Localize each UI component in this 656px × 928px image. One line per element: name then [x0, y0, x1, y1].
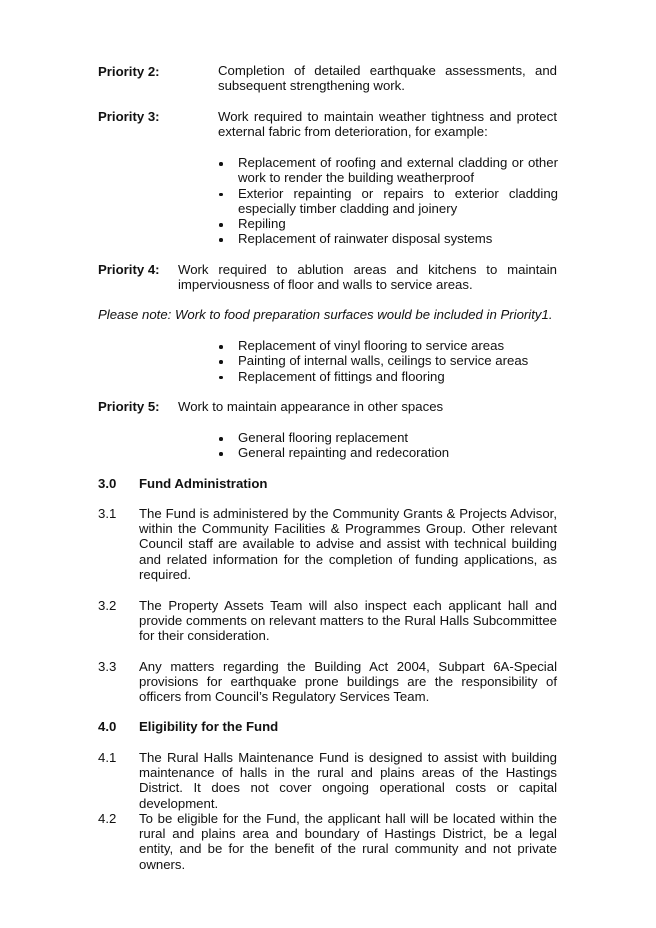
priority-4-note: Please note: Work to food preparation surfaces would be included in Priority1. — [98, 307, 553, 322]
paragraph-3-2-number: 3.2 — [98, 598, 117, 613]
section-4-title: Eligibility for the Fund — [139, 719, 279, 734]
list-item: General flooring replacement — [218, 430, 558, 445]
priority-5-text: Work to maintain appearance in other spaces — [178, 399, 444, 414]
priority-4-bullet-list — [218, 338, 558, 384]
priority-3-text: Work required to maintain weather tightness and protect external fabric from deterioration, for example: — [218, 109, 557, 140]
priority-3-label: Priority 3: — [98, 109, 160, 124]
priority-2-text: Completion of detailed earthquake assessments, and subsequent strengthening work. — [218, 63, 557, 94]
section-3-number: 3.0 — [98, 476, 117, 491]
priority-5-label: Priority 5: — [98, 399, 160, 414]
paragraph-4-1-text: The Rural Halls Maintenance Fund is designed to assist with building maintenance of halls in the rural and plains areas of the Hastings District. It does not cover ongoing operational costs or capital development. — [139, 750, 557, 811]
list-item: General repainting and redecoration — [218, 445, 558, 460]
section-3-title: Fund Administration — [139, 476, 268, 491]
priority-4-text: Work required to ablution areas and kitchens to maintain imperviousness of floor and walls to service areas. — [178, 262, 557, 293]
priority-2-label: Priority 2: — [98, 64, 160, 79]
list-item: Painting of internal walls, ceilings to service areas — [218, 353, 558, 368]
paragraph-3-3-number: 3.3 — [98, 659, 117, 674]
section-4-number: 4.0 — [98, 719, 117, 734]
list-item: Replacement of vinyl flooring to service areas — [218, 338, 558, 353]
list-item: Replacement of rainwater disposal systems — [218, 231, 558, 246]
paragraph-3-3-text: Any matters regarding the Building Act 2004, Subpart 6A-Special provisions for earthquake prone buildings are the responsibility of officers from Council’s Regulatory Services Team. — [139, 659, 557, 705]
list-item: Exterior repainting or repairs to exterior cladding especially timber cladding and joinery — [218, 186, 558, 217]
priority-5-bullet-list — [218, 430, 558, 461]
priority-4-label: Priority 4: — [98, 262, 160, 277]
paragraph-4-1-number: 4.1 — [98, 750, 117, 765]
paragraph-3-1-text: The Fund is administered by the Community Grants & Projects Advisor, within the Community Facilities & Programmes Group. Other relevant Council staff are available to advise and assist with technical building and related information for the completion of funding applications, as required. — [139, 506, 557, 582]
priority-3-bullet-list — [218, 155, 558, 247]
paragraph-3-2-text: The Property Assets Team will also inspect each applicant hall and provide comments on relevant matters to the Rural Halls Subcommittee for their consideration. — [139, 598, 557, 644]
list-item: Repiling — [218, 216, 558, 231]
paragraph-4-2-text: To be eligible for the Fund, the applicant hall will be located within the rural and plains area and boundary of Hastings District, be a legal entity, and be for the benefit of the rural community and not private owners. — [139, 811, 557, 872]
list-item: Replacement of roofing and external cladding or other work to render the building weatherproof — [218, 155, 558, 186]
paragraph-3-1-number: 3.1 — [98, 506, 117, 521]
paragraph-4-2-number: 4.2 — [98, 811, 117, 826]
list-item: Replacement of fittings and flooring — [218, 369, 558, 384]
